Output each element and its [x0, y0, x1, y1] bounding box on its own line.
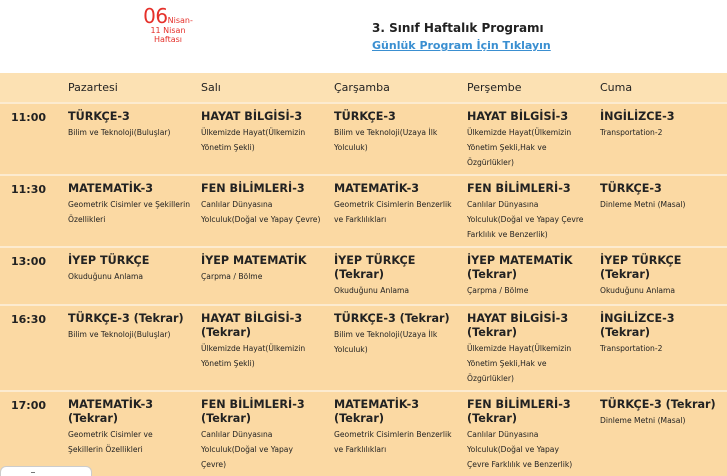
lesson-cell[interactable] [201, 182, 329, 227]
tab-grip-icon [31, 472, 35, 473]
date-suffix: Nisan- [167, 16, 193, 25]
lesson-subject: TÜRKÇE-3 (Tekrar) [600, 398, 716, 411]
lesson-subject: MATEMATİK-3 (Tekrar) [334, 398, 420, 425]
lesson-topic: Okuduğunu Anlama [68, 272, 144, 281]
lesson-topic: Ülkemizde Hayat(Ülkemizin Yönetim Şekli) [201, 344, 306, 368]
lesson-subject: İYEP MATEMATİK [201, 254, 307, 267]
lesson-cell[interactable] [467, 182, 595, 242]
table-row [0, 102, 727, 174]
lesson-subject: TÜRKÇE-3 [68, 110, 130, 123]
time-slot: 13:00 [11, 255, 47, 268]
lesson-topic: Dinleme Metni (Masal) [600, 416, 686, 425]
lesson-subject: MATEMATİK-3 (Tekrar) [68, 398, 154, 425]
lesson-topic: Canlılar Dünyasına Yolculuk(Doğal ve Yapay Çevre Farklılık ve Benzerlik) [467, 200, 584, 239]
day-header-thursday: Perşembe [467, 81, 522, 94]
table-row [0, 174, 727, 246]
lesson-subject: HAYAT BİLGİSİ-3 (Tekrar) [467, 312, 569, 339]
week-date-badge [128, 6, 208, 44]
day-header-wednesday: Çarşamba [334, 81, 390, 94]
table-row [0, 390, 727, 476]
lesson-subject: İNGİLİZCE-3 (Tekrar) [600, 312, 675, 339]
lesson-topic: Bilim ve Teknoloji(Uzaya İlk Yolculuk) [334, 330, 438, 354]
lesson-topic: Çarpma / Bölme [201, 272, 263, 281]
lesson-subject: HAYAT BİLGİSİ-3 [201, 110, 303, 123]
lesson-subject: İYEP MATEMATİK (Tekrar) [467, 254, 573, 281]
lesson-subject: FEN BİLİMLERİ-3 (Tekrar) [201, 398, 305, 425]
lesson-cell[interactable] [201, 110, 329, 155]
lesson-cell[interactable] [600, 182, 727, 212]
lesson-subject: İNGİLİZCE-3 [600, 110, 675, 123]
lesson-topic: Ülkemizde Hayat(Ülkemizin Yönetim Şekli,Hak ve Özgürlükler) [467, 344, 572, 383]
lesson-cell[interactable] [68, 254, 196, 284]
day-header-monday: Pazartesi [68, 81, 118, 94]
bottom-left-tab[interactable] [0, 466, 92, 476]
page-title: 3. Sınıf Haftalık Programı [372, 21, 544, 35]
lesson-topic: Transportation-2 [600, 128, 663, 137]
lesson-subject: İYEP TÜRKÇE (Tekrar) [334, 254, 416, 281]
weekly-schedule-table [0, 73, 727, 476]
lesson-cell[interactable] [600, 398, 727, 428]
lesson-cell[interactable] [68, 312, 196, 342]
page-header [0, 0, 727, 73]
lesson-subject: HAYAT BİLGİSİ-3 [467, 110, 569, 123]
lesson-topic: Canlılar Dünyasına Yolculuk(Doğal ve Yapay Çevre Farklılık ve Benzerlik) [467, 430, 573, 469]
lesson-subject: İYEP TÜRKÇE [68, 254, 150, 267]
table-row [0, 246, 727, 304]
lesson-topic: Geometrik Cisimler ve Şekillerin Özellikleri [68, 200, 191, 224]
lesson-topic: Ülkemizde Hayat(Ülkemizin Yönetim Şekli,Hak ve Özgürlükler) [467, 128, 572, 167]
lesson-subject: MATEMATİK-3 [334, 182, 420, 195]
lesson-topic: Ülkemizde Hayat(Ülkemizin Yönetim Şekli) [201, 128, 306, 152]
lesson-topic: Bilim ve Teknoloji(Buluşlar) [68, 128, 171, 137]
day-header-friday: Cuma [600, 81, 633, 94]
lesson-cell[interactable] [68, 182, 196, 227]
lesson-subject: İYEP TÜRKÇE (Tekrar) [600, 254, 682, 281]
time-slot: 16:30 [11, 313, 47, 326]
lesson-subject: TÜRKÇE-3 (Tekrar) [334, 312, 450, 325]
lesson-topic: Geometrik Cisimler ve Şekillerin Özellikleri [68, 430, 153, 454]
daily-program-link[interactable]: Günlük Program İçin Tıklayın [372, 39, 551, 52]
lesson-subject: FEN BİLİMLERİ-3 [201, 182, 305, 195]
lesson-topic: Çarpma / Bölme [467, 286, 529, 295]
lesson-cell[interactable] [334, 398, 462, 457]
lesson-cell[interactable] [467, 312, 579, 386]
lesson-topic: Bilim ve Teknoloji(Buluşlar) [68, 330, 171, 339]
lesson-subject: TÜRKÇE-3 [334, 110, 396, 123]
lesson-subject: FEN BİLİMLERİ-3 [467, 182, 571, 195]
lesson-cell[interactable] [68, 110, 196, 140]
lesson-topic: Geometrik Cisimlerin Benzerlik ve Farklılıkları [334, 430, 452, 454]
lesson-topic: Okuduğunu Anlama [334, 286, 410, 295]
lesson-cell[interactable] [467, 110, 595, 170]
lesson-subject: TÜRKÇE-3 (Tekrar) [68, 312, 184, 325]
time-slot: 11:30 [11, 183, 47, 196]
date-line-3: Haftası [153, 35, 183, 44]
lesson-topic: Canlılar Dünyasına Yolculuk(Doğal ve Yapay Çevre) [201, 200, 321, 224]
lesson-subject: MATEMATİK-3 [68, 182, 154, 195]
table-row [0, 304, 727, 390]
lesson-cell[interactable] [467, 254, 577, 298]
day-header-tuesday: Salı [201, 81, 221, 94]
lesson-cell[interactable] [600, 312, 727, 356]
lesson-cell[interactable] [334, 312, 462, 357]
lesson-cell[interactable] [600, 110, 727, 140]
lesson-subject: TÜRKÇE-3 [600, 182, 662, 195]
lesson-cell[interactable] [467, 398, 579, 472]
lesson-topic: Bilim ve Teknoloji(Uzaya İlk Yolculuk) [334, 128, 438, 152]
table-header-row [0, 73, 727, 102]
time-slot: 17:00 [11, 399, 47, 412]
lesson-cell[interactable] [334, 110, 462, 155]
date-line-2: 11 Nisan [150, 26, 186, 35]
time-slot: 11:00 [11, 111, 47, 124]
lesson-cell[interactable] [334, 254, 434, 298]
lesson-cell[interactable] [201, 312, 313, 371]
lesson-cell[interactable] [201, 398, 313, 472]
lesson-topic: Geometrik Cisimlerin Benzerlik ve Farklılıkları [334, 200, 452, 224]
lesson-cell[interactable] [600, 254, 700, 298]
lesson-topic: Okuduğunu Anlama [600, 286, 676, 295]
lesson-cell[interactable] [68, 398, 168, 457]
lesson-cell[interactable] [201, 254, 329, 284]
date-day: 06 [143, 4, 168, 28]
lesson-subject: HAYAT BİLGİSİ-3 (Tekrar) [201, 312, 303, 339]
lesson-subject: FEN BİLİMLERİ-3 (Tekrar) [467, 398, 571, 425]
lesson-topic: Transportation-2 [600, 344, 663, 353]
lesson-topic: Dinleme Metni (Masal) [600, 200, 686, 209]
lesson-topic: Canlılar Dünyasına Yolculuk(Doğal ve Yapay Çevre) [201, 430, 293, 469]
lesson-cell[interactable] [334, 182, 462, 227]
